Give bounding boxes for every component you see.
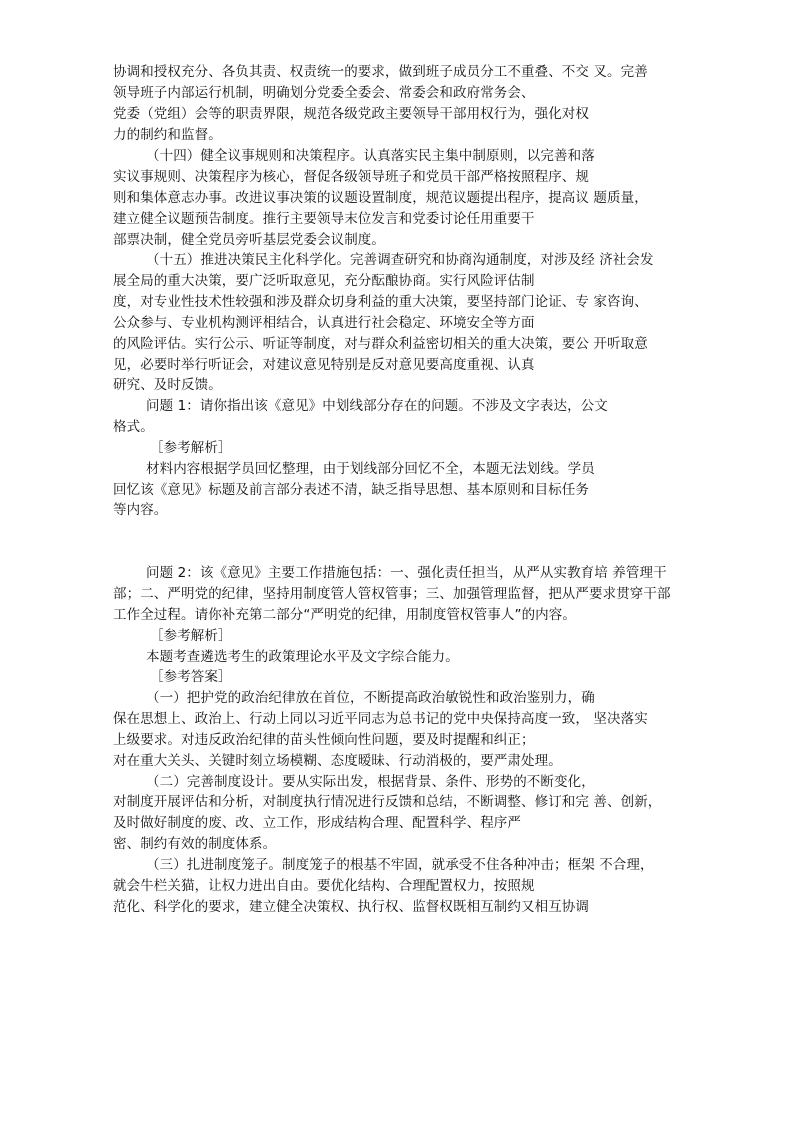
text-line: 回忆该《意见》标题及前言部分表述不清，缺乏指导思想、基本原则和目标任务 xyxy=(113,482,589,498)
text-line: （二）完善制度设计。要从实际出发，根据背景、条件、形势的不断变化， xyxy=(146,774,595,790)
text-line: 部票决制，健全党员旁听基层党委会议制度。 xyxy=(113,232,385,248)
text-line: 见，必要时举行听证会，对建议意见特别是反对意见要高度重视、认真 xyxy=(113,357,535,373)
text-line: 的风险评估。实行公示、听证等制度，对与群众利益密切相关的重大决策，要公 开听取意 xyxy=(113,336,648,352)
text-line: 对制度开展评估和分析，对制度执行情况进行反馈和总结，不断调整、修订和完 善、创新， xyxy=(113,794,662,810)
question-2: 问题 2：该《意见》主要工作措施包括：一、强化责任担当，从严从实教育培 养管理干 xyxy=(146,565,667,581)
reference-answer-heading: ［参考答案］ xyxy=(150,669,232,685)
text-line: 范化、科学化的要求，建立健全决策权、执行权、监督权既相互制约又相互协调 xyxy=(113,899,589,915)
text-line: 上级要求。对违反政治纪律的苗头性倾向性问题，要及时提醒和纠正； xyxy=(113,732,535,748)
text-line: 领导班子内部运行机制，明确划分党委全委会、常委会和政府常务会、 xyxy=(113,85,535,101)
text-line: （十五）推进决策民主化科学化。完善调查研究和协商沟通制度，对涉及经 济社会发 xyxy=(146,252,654,268)
text-line: 就会牛栏关猫，让权力进出自由。要优化结构、合理配置权力，按照规 xyxy=(113,878,535,894)
text-line: 格式。 xyxy=(113,419,154,435)
text-line: 密、制约有效的制度体系。 xyxy=(113,836,277,852)
text-line: 研究、及时反馈。 xyxy=(113,377,222,393)
text-line: 协调和授权充分、各负其责、权责统一的要求，做到班子成员分工不重叠、不交 叉。完善 xyxy=(113,64,648,80)
text-line: 部；二、严明党的纪律，坚持用制度管人管权管事；三、加强管理监督，把从严要求贯穿干部 xyxy=(113,586,671,602)
reference-analysis-heading: ［参考解析］ xyxy=(150,440,232,456)
text-line: 工作全过程。请你补充第二部分“严明党的纪律，用制度管权管事人”的内容。 xyxy=(113,607,576,623)
text-line: 展全局的重大决策，要广泛听取意见，充分酝酿协商。实行风险评估制 xyxy=(113,273,535,289)
text-line: 力的制约和监督。 xyxy=(113,127,222,143)
text-line: 保在思想上、政治上、行动上同以习近平同志为总书记的党中央保持高度一致， 坚决落实 xyxy=(113,711,648,727)
text-line: 本题考查遴选考生的政策理论水平及文字综合能力。 xyxy=(146,649,459,665)
text-line: （一）把护党的政治纪律放在首位，不断提高政治敏锐性和政治鉴别力，确 xyxy=(146,690,595,706)
reference-analysis-heading: ［参考解析］ xyxy=(150,628,232,644)
text-line: 建立健全议题预告制度。推行主要领导末位发言和党委讨论任用重要干 xyxy=(113,211,535,227)
text-line: 等内容。 xyxy=(113,502,168,518)
text-line: 公众参与、专业机构测评相结合，认真进行社会稳定、环境安全等方面 xyxy=(113,315,535,331)
text-line: 度，对专业性技术性较强和涉及群众切身利益的重大决策，要坚持部门论证、专 家咨询、 xyxy=(113,294,648,310)
question-1: 问题 1：请你指出该《意见》中划线部分存在的问题。不涉及文字表达，公文 xyxy=(146,398,608,414)
text-line: 党委（党组）会等的职责界限，规范各级党政主要领导干部用权行为，强化对权 xyxy=(113,106,589,122)
text-line: 则和集体意志办事。改进议事决策的议题设置制度，规范议题提出程序，提高议 题质量， xyxy=(113,190,648,206)
text-line: 及时做好制度的废、改、立工作，形成结构合理、配置科学、程序严 xyxy=(113,815,521,831)
text-line: （十四）健全议事规则和决策程序。认真落实民主集中制原则，以完善和落 xyxy=(146,148,595,164)
text-line: 材料内容根据学员回忆整理，由于划线部分回忆不全，本题无法划线。学员 xyxy=(146,461,595,477)
text-line: 对在重大关头、关键时刻立场模糊、态度暧昧、行动消极的，要严肃处理。 xyxy=(113,753,562,769)
text-line: 实议事规则、决策程序为核心，督促各级领导班子和党员干部严格按照程序、规 xyxy=(113,169,589,185)
text-line: （三）扎进制度笼子。制度笼子的根基不牢固，就承受不住各种冲击；框架 不合理， xyxy=(146,857,654,873)
